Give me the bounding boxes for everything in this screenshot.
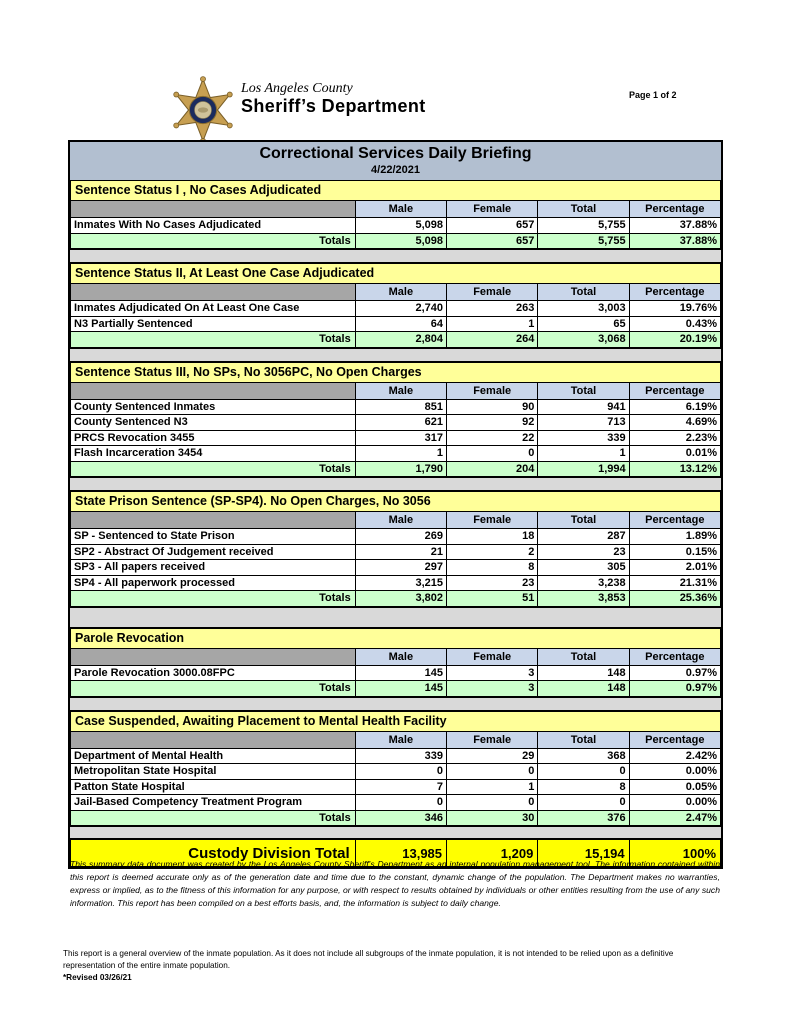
percentage-value: 21.31% xyxy=(629,575,720,591)
table-row xyxy=(71,316,721,332)
total-value: 5,755 xyxy=(538,218,629,234)
total-value: 0 xyxy=(538,764,629,780)
female-value: 8 xyxy=(447,560,538,576)
female-value: 29 xyxy=(447,748,538,764)
report-title: Correctional Services Daily Briefing xyxy=(259,145,532,162)
female-value: 23 xyxy=(447,575,538,591)
section-separator xyxy=(70,607,721,628)
female-value: 263 xyxy=(447,301,538,317)
section-title: Parole Revocation xyxy=(71,628,721,648)
table-row xyxy=(71,544,721,560)
table-row xyxy=(71,415,721,431)
total-total: 376 xyxy=(538,810,629,826)
percentage-value: 0.97% xyxy=(629,665,720,681)
percentage-value: 6.19% xyxy=(629,399,720,415)
column-header-percentage: Percentage xyxy=(629,201,720,218)
female-value: 1 xyxy=(447,316,538,332)
male-value: 1 xyxy=(355,446,446,462)
row-label: County Sentenced N3 xyxy=(71,415,356,431)
column-header-row xyxy=(71,512,721,529)
report-date: 4/22/2021 xyxy=(371,164,420,176)
male-value: 21 xyxy=(355,544,446,560)
overview-footnote xyxy=(63,948,727,984)
column-header-female: Female xyxy=(447,512,538,529)
row-label: Jail-Based Competency Treatment Program xyxy=(71,795,356,811)
grand-total-label: Custody Division Total xyxy=(71,840,356,867)
female-value: 657 xyxy=(447,218,538,234)
section-separator xyxy=(70,348,721,362)
column-header-female: Female xyxy=(447,284,538,301)
column-header-total: Total xyxy=(538,512,629,529)
total-value: 0 xyxy=(538,795,629,811)
disclaimer-text: This summary data document was created by the Los Angeles County Sheriff's Department as an internal population management tool. The information contained within this report is deemed accurate only as of the generation date and time due to the constant, dynamic change of the population. The Department makes no warranties, express or implied, as to the fitness of this information for any purpose, or with respect to results obtained by individuals or other entities resulting from the use of any such information. This report has been compiled on a best efforts basis, and, the information is subject to daily change. xyxy=(70,859,720,908)
male-total: 3,802 xyxy=(355,591,446,607)
male-value: 317 xyxy=(355,430,446,446)
male-value: 269 xyxy=(355,529,446,545)
row-label: SP - Sentenced to State Prison xyxy=(71,529,356,545)
totals-label: Totals xyxy=(71,461,356,477)
percentage-value: 0.00% xyxy=(629,764,720,780)
table-row xyxy=(71,529,721,545)
total-value: 339 xyxy=(538,430,629,446)
percentage-value: 2.23% xyxy=(629,430,720,446)
column-header-row xyxy=(71,201,721,218)
section-title: Sentence Status II, At Least One Case Adjudicated xyxy=(71,264,721,284)
table-row xyxy=(71,560,721,576)
total-value: 1 xyxy=(538,446,629,462)
table-row xyxy=(71,446,721,462)
column-header-total: Total xyxy=(538,284,629,301)
grand-total-male: 13,985 xyxy=(355,840,446,867)
female-value: 0 xyxy=(447,446,538,462)
column-header-female: Female xyxy=(447,201,538,218)
column-header-female: Female xyxy=(447,648,538,665)
total-total: 3,068 xyxy=(538,332,629,348)
column-header-percentage: Percentage xyxy=(629,512,720,529)
column-header-percentage: Percentage xyxy=(629,382,720,399)
percentage-value: 0.01% xyxy=(629,446,720,462)
totals-row xyxy=(71,233,721,249)
section-state-prison-sentence xyxy=(70,491,721,607)
total-value: 368 xyxy=(538,748,629,764)
percentage-total: 13.12% xyxy=(629,461,720,477)
female-value: 1 xyxy=(447,779,538,795)
male-value: 851 xyxy=(355,399,446,415)
male-value: 7 xyxy=(355,779,446,795)
section-title: Sentence Status III, No SPs, No 3056PC, No Open Charges xyxy=(71,362,721,382)
totals-row xyxy=(71,591,721,607)
table-row xyxy=(71,748,721,764)
column-header-row xyxy=(71,382,721,399)
page-number-label: Page 1 of 2 xyxy=(629,90,677,100)
percentage-value: 19.76% xyxy=(629,301,720,317)
table-row xyxy=(71,665,721,681)
row-label: Inmates With No Cases Adjudicated xyxy=(71,218,356,234)
male-value: 0 xyxy=(355,795,446,811)
section-separator xyxy=(70,826,721,839)
female-total: 51 xyxy=(447,591,538,607)
corner-cell xyxy=(71,731,356,748)
totals-label: Totals xyxy=(71,233,356,249)
totals-row xyxy=(71,810,721,826)
total-value: 23 xyxy=(538,544,629,560)
female-total: 3 xyxy=(447,681,538,697)
percentage-total: 2.47% xyxy=(629,810,720,826)
report-title-banner xyxy=(70,142,721,180)
grand-total-female: 1,209 xyxy=(447,840,538,867)
female-total: 204 xyxy=(447,461,538,477)
table-row xyxy=(71,430,721,446)
column-header-female: Female xyxy=(447,382,538,399)
section-title: Case Suspended, Awaiting Placement to Mental Health Facility xyxy=(71,711,721,731)
male-value: 0 xyxy=(355,764,446,780)
percentage-total: 0.97% xyxy=(629,681,720,697)
totals-label: Totals xyxy=(71,681,356,697)
column-header-percentage: Percentage xyxy=(629,284,720,301)
column-header-total: Total xyxy=(538,648,629,665)
overview-text: This report is a general overview of the inmate population. As it does not include all subgroups of the inmate population, it is not intended to be relied upon as a definitive representation of the entire inmate population. xyxy=(63,949,674,970)
corner-cell xyxy=(71,512,356,529)
total-value: 148 xyxy=(538,665,629,681)
totals-row xyxy=(71,332,721,348)
table-row xyxy=(71,779,721,795)
female-value: 0 xyxy=(447,764,538,780)
percentage-total: 20.19% xyxy=(629,332,720,348)
totals-label: Totals xyxy=(71,591,356,607)
agency-department-label: Sheriff’s Department xyxy=(241,95,426,116)
section-sentence-status-2 xyxy=(70,263,721,348)
row-label: SP4 - All paperwork processed xyxy=(71,575,356,591)
percentage-total: 37.88% xyxy=(629,233,720,249)
page-header xyxy=(172,76,426,144)
percentage-value: 4.69% xyxy=(629,415,720,431)
section-case-suspended xyxy=(70,711,721,827)
column-header-row xyxy=(71,284,721,301)
totals-row xyxy=(71,461,721,477)
male-value: 3,215 xyxy=(355,575,446,591)
totals-row xyxy=(71,681,721,697)
percentage-value: 2.01% xyxy=(629,560,720,576)
row-label: Inmates Adjudicated On At Least One Case xyxy=(71,301,356,317)
row-label: Metropolitan State Hospital xyxy=(71,764,356,780)
female-value: 3 xyxy=(447,665,538,681)
row-label: Parole Revocation 3000.08FPC xyxy=(71,665,356,681)
section-title: State Prison Sentence (SP-SP4). No Open Charges, No 3056 xyxy=(71,492,721,512)
row-label: County Sentenced Inmates xyxy=(71,399,356,415)
percentage-value: 1.89% xyxy=(629,529,720,545)
column-header-female: Female xyxy=(447,731,538,748)
column-header-total: Total xyxy=(538,382,629,399)
total-total: 3,853 xyxy=(538,591,629,607)
male-total: 2,804 xyxy=(355,332,446,348)
row-label: PRCS Revocation 3455 xyxy=(71,430,356,446)
column-header-male: Male xyxy=(355,382,446,399)
column-header-percentage: Percentage xyxy=(629,731,720,748)
female-value: 2 xyxy=(447,544,538,560)
table-row xyxy=(71,399,721,415)
revised-date-text: *Revised 03/26/21 xyxy=(63,972,132,982)
total-value: 3,003 xyxy=(538,301,629,317)
daily-briefing-report xyxy=(68,140,723,869)
male-value: 621 xyxy=(355,415,446,431)
section-title: Sentence Status I , No Cases Adjudicated xyxy=(71,181,721,201)
male-value: 145 xyxy=(355,665,446,681)
female-value: 22 xyxy=(447,430,538,446)
column-header-total: Total xyxy=(538,731,629,748)
table-row xyxy=(71,301,721,317)
female-value: 0 xyxy=(447,795,538,811)
column-header-total: Total xyxy=(538,201,629,218)
column-header-male: Male xyxy=(355,201,446,218)
total-value: 941 xyxy=(538,399,629,415)
grand-total-total: 15,194 xyxy=(538,840,629,867)
female-total: 657 xyxy=(447,233,538,249)
male-value: 5,098 xyxy=(355,218,446,234)
column-header-percentage: Percentage xyxy=(629,648,720,665)
total-total: 148 xyxy=(538,681,629,697)
percentage-value: 0.43% xyxy=(629,316,720,332)
corner-cell xyxy=(71,284,356,301)
column-header-male: Male xyxy=(355,648,446,665)
female-total: 264 xyxy=(447,332,538,348)
total-value: 65 xyxy=(538,316,629,332)
agency-county-label: Los Angeles County xyxy=(241,81,353,96)
row-label: SP3 - All papers received xyxy=(71,560,356,576)
female-value: 90 xyxy=(447,399,538,415)
total-value: 305 xyxy=(538,560,629,576)
column-header-male: Male xyxy=(355,512,446,529)
male-total: 1,790 xyxy=(355,461,446,477)
section-separator xyxy=(70,477,721,491)
table-row xyxy=(71,575,721,591)
table-row xyxy=(71,764,721,780)
male-value: 297 xyxy=(355,560,446,576)
corner-cell xyxy=(71,382,356,399)
column-header-male: Male xyxy=(355,731,446,748)
section-sentence-status-1 xyxy=(70,180,721,249)
male-total: 145 xyxy=(355,681,446,697)
sheriff-star-badge-icon xyxy=(172,76,234,144)
percentage-value: 0.15% xyxy=(629,544,720,560)
column-header-male: Male xyxy=(355,284,446,301)
column-header-row xyxy=(71,648,721,665)
percentage-value: 37.88% xyxy=(629,218,720,234)
row-label: N3 Partially Sentenced xyxy=(71,316,356,332)
totals-label: Totals xyxy=(71,810,356,826)
total-value: 8 xyxy=(538,779,629,795)
section-separator xyxy=(70,249,721,263)
totals-label: Totals xyxy=(71,332,356,348)
percentage-value: 0.05% xyxy=(629,779,720,795)
female-total: 30 xyxy=(447,810,538,826)
total-value: 3,238 xyxy=(538,575,629,591)
female-value: 92 xyxy=(447,415,538,431)
total-value: 287 xyxy=(538,529,629,545)
percentage-value: 0.00% xyxy=(629,795,720,811)
section-sentence-status-3 xyxy=(70,362,721,478)
female-value: 18 xyxy=(447,529,538,545)
table-row xyxy=(71,795,721,811)
male-value: 2,740 xyxy=(355,301,446,317)
total-total: 5,755 xyxy=(538,233,629,249)
table-row xyxy=(71,218,721,234)
row-label: Flash Incarceration 3454 xyxy=(71,446,356,462)
section-separator xyxy=(70,697,721,711)
percentage-total: 25.36% xyxy=(629,591,720,607)
male-value: 64 xyxy=(355,316,446,332)
section-parole-revocation xyxy=(70,628,721,697)
corner-cell xyxy=(71,648,356,665)
row-label: Patton State Hospital xyxy=(71,779,356,795)
corner-cell xyxy=(71,201,356,218)
total-total: 1,994 xyxy=(538,461,629,477)
row-label: SP2 - Abstract Of Judgement received xyxy=(71,544,356,560)
grand-total-percentage: 100% xyxy=(629,840,720,867)
male-value: 339 xyxy=(355,748,446,764)
male-total: 346 xyxy=(355,810,446,826)
percentage-value: 2.42% xyxy=(629,748,720,764)
agency-name xyxy=(241,82,426,116)
column-header-row xyxy=(71,731,721,748)
row-label: Department of Mental Health xyxy=(71,748,356,764)
total-value: 713 xyxy=(538,415,629,431)
male-total: 5,098 xyxy=(355,233,446,249)
